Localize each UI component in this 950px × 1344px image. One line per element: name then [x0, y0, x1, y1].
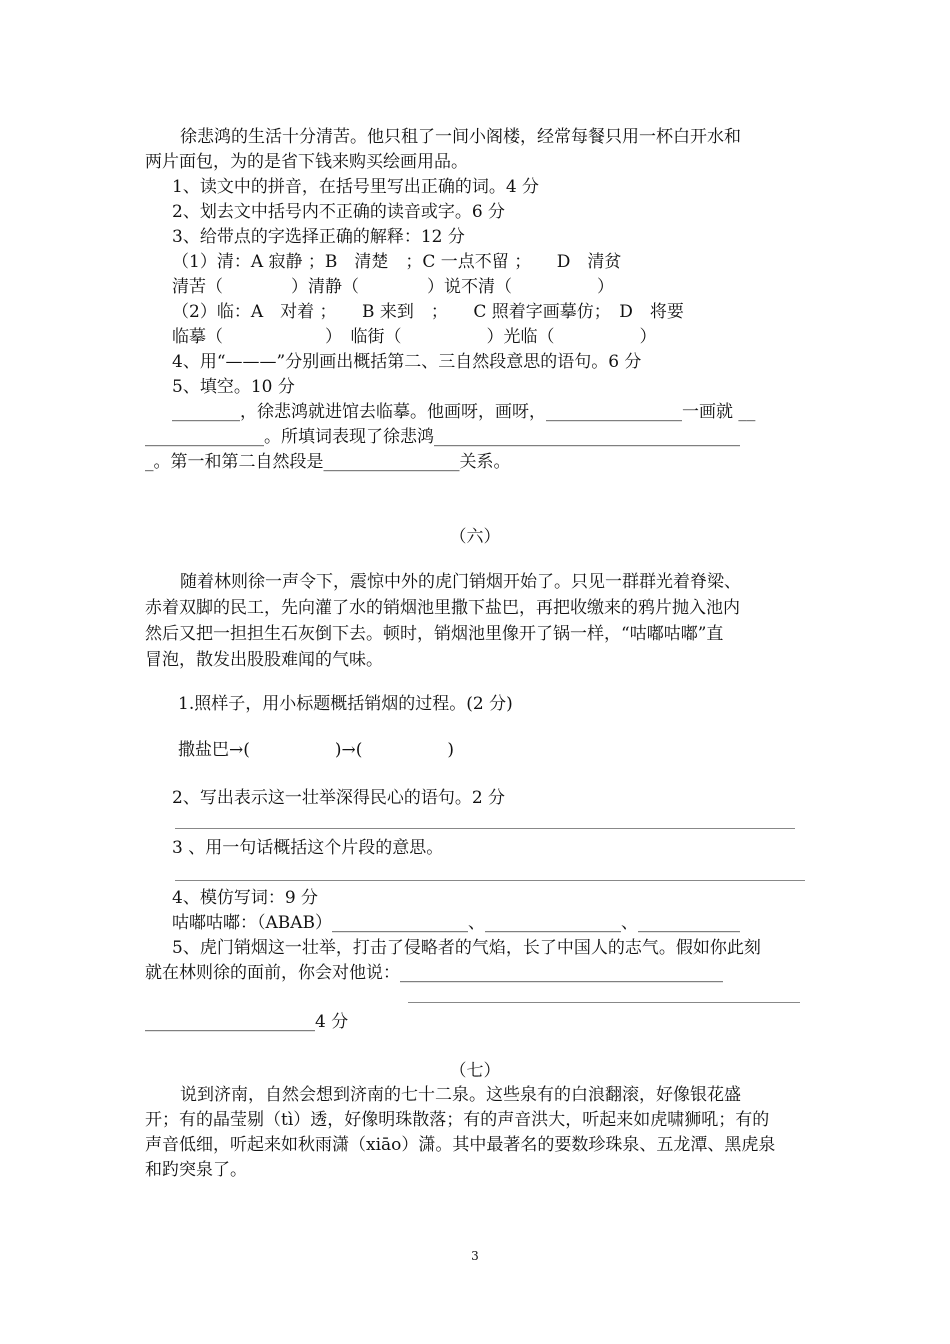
- s5-question-5: 5、填空。10 分: [172, 377, 295, 397]
- section-7-title: （七）: [449, 1061, 501, 1081]
- s5-q3-1-blanks: 清苦（ ）清静（ ）说不清（ ）: [172, 277, 614, 297]
- s5-paragraph-line: 两片面包，为的是省下钱来购买绘画用品。: [145, 152, 468, 172]
- s6-paragraph-line: 冒泡，散发出股股难闻的气味。: [145, 650, 383, 670]
- s5-question-2: 2、划去文中括号内不正确的读音或字。6 分: [172, 202, 506, 222]
- s7-paragraph-line: 开；有的晶莹剔（tì）透，好像明珠散落；有的声音洪大，听起来如虎啸狮吼；有的: [145, 1110, 770, 1130]
- s6-question-4: 4、模仿写词：9 分: [172, 888, 319, 908]
- s5-q5-fill-line: ______________。所填词表现了徐悲鸿____________________________________: [145, 427, 740, 447]
- s6-q3-answer-line: [175, 880, 805, 881]
- s7-paragraph-line: 和趵突泉了。: [145, 1160, 247, 1180]
- s6-q2-answer-line: [175, 828, 795, 829]
- s6-q5-fill-line: ____________________4 分: [145, 1012, 349, 1032]
- s6-q1-answer: 撒盐巴→( )→( ): [178, 740, 455, 760]
- s6-q5-answer-line: [408, 1002, 800, 1003]
- s6-q5-fill-line: 就在林则徐的面前，你会对他说：______________________________________: [145, 963, 723, 983]
- s6-paragraph-line: 赤着双脚的民工，先向灌了水的销烟池里撒下盐巴，再把收缴来的鸦片抛入池内: [145, 598, 740, 618]
- s7-paragraph-line: 声音低细，听起来如秋雨潇（xiāo）潇。其中最著名的要数珍珠泉、五龙潭、黑虎泉: [145, 1135, 776, 1155]
- section-6-title: （六）: [449, 527, 501, 547]
- s5-question-1: 1、读文中的拼音，在括号里写出正确的词。4 分: [172, 177, 540, 197]
- s5-q5-fill-line: ________，徐悲鸿就进馆去临摹。他画呀，画呀，________________一画就 __: [172, 402, 756, 422]
- s6-q4-fill-line: 咕嘟咕嘟：（ABAB）________________、________________、____________: [172, 913, 741, 933]
- s5-paragraph-line: 徐悲鸿的生活十分清苦。他只租了一间小阁楼，经常每餐只用一杯白开水和: [180, 127, 741, 147]
- s5-question-4: 4、用“———”分别画出概括第二、三自然段意思的语句。6 分: [172, 352, 642, 372]
- s6-question-1: 1.照样子，用小标题概括销烟的过程。(2 分): [178, 694, 513, 714]
- s6-paragraph-line: 随着林则徐一声令下，震惊中外的虎门销烟开始了。只见一群群光着脊梁、: [180, 572, 741, 592]
- s6-question-2: 2、写出表示这一壮举深得民心的语句。2 分: [172, 788, 506, 808]
- s5-q3-2-options: （2）临：A 对着 ； B 来到 ； C 照着字画摹仿； D 将要: [172, 302, 684, 322]
- s5-q5-fill-line: _。第一和第二自然段是________________关系。: [145, 452, 511, 472]
- s6-paragraph-line: 然后又把一担担生石灰倒下去。顿时，销烟池里像开了锅一样，“咕嘟咕嘟”直: [145, 624, 724, 644]
- s6-question-3: 3 、用一句话概括这个片段的意思。: [172, 838, 444, 858]
- s7-paragraph-line: 说到济南，自然会想到济南的七十二泉。这些泉有的白浪翻滚，好像银花盛: [180, 1085, 741, 1105]
- s5-q3-2-blanks: 临摹（ ） 临街（ ）光临（ ）: [172, 327, 657, 347]
- s5-q3-1-options: （1）清：A 寂静 ；B 清楚 ；C 一点不留 ； D 清贫: [172, 252, 622, 272]
- page-number: 3: [471, 1249, 479, 1263]
- s6-question-5: 5、虎门销烟这一壮举，打击了侵略者的气焰，长了中国人的志气。假如你此刻: [172, 938, 761, 958]
- s5-question-3: 3、给带点的字选择正确的解释：12 分: [172, 227, 465, 247]
